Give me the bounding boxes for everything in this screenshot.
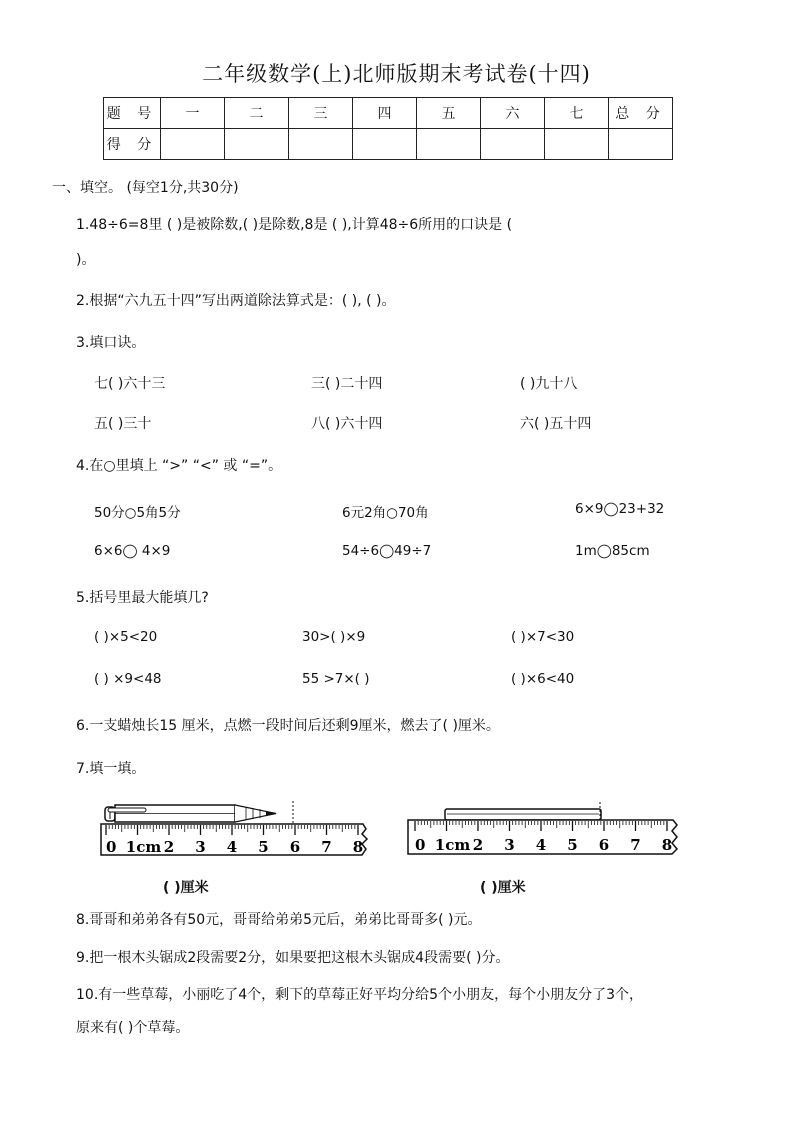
score-table-row-score [104,129,673,160]
col-header: 总 分 [609,98,673,129]
ruler-label: 3 [504,836,515,854]
q5-item: ( )×6<40 [511,671,575,687]
question-7-label: 7.填一填。 [76,761,146,777]
q3-item: 六( )五十四 [520,416,592,432]
ruler-label: 2 [163,838,175,856]
q4-item: 6×6◯ 4×9 [94,543,171,559]
question-2: 2.根据“六九五十四”写出两道除法算式是：( ), ( )。 [76,293,396,309]
ruler-label: 7 [321,838,332,856]
q3-item: 八( )六十四 [311,416,383,432]
col-header: 二 [225,98,289,129]
ruler-label: 5 [258,838,269,856]
question-6: 6.一支蜡烛长15 厘米，点燃一段时间后还剩9厘米，燃去了( )厘米。 [76,718,500,734]
ruler-label: 5 [567,836,578,854]
score-cell[interactable] [225,129,289,160]
ruler-label: 1cm [434,836,471,854]
score-table [103,97,673,160]
question-5-label: 5.括号里最大能填几? [76,590,209,606]
score-cell[interactable] [609,129,673,160]
q5-item: 30>( )×9 [302,629,366,645]
score-cell[interactable] [417,129,481,160]
ruler-label: 4 [226,838,238,856]
ruler-label: 8 [352,838,364,856]
question-10-line-1: 10.有一些草莓，小丽吃了4个，剩下的草莓正好平均分给5个小朋友，每个小朋友分了3个， [76,987,643,1003]
score-cell[interactable] [289,129,353,160]
col-header: 四 [353,98,417,129]
ruler-label: 0 [106,838,117,856]
q4-item: 50分○5角5分 [94,505,181,521]
q4-item: 6×9◯23+32 [575,501,665,517]
col-header: 一 [161,98,225,129]
question-3-label: 3.填口诀。 [76,335,146,351]
q4-item: 54÷6◯49÷7 [342,543,432,559]
q5-item: 55 >7×( ) [302,671,370,687]
ruler-label: 0 [415,836,426,854]
q3-item: 五( )三十 [94,416,152,432]
row-head: 题 号 [104,98,161,129]
q7-answer-left: ( )厘米 [163,880,209,896]
q4-item: 6元2角○70角 [342,505,429,521]
col-header: 三 [289,98,353,129]
score-cell[interactable] [353,129,417,160]
ruler-label: 7 [630,836,641,854]
score-cell[interactable] [161,129,225,160]
score-cell[interactable] [481,129,545,160]
ruler-label: 1cm [125,838,162,856]
ruler-label: 8 [661,836,673,854]
q5-item: ( )×5<20 [94,629,158,645]
ruler-label: 6 [289,838,301,856]
pencil-ruler-figure [98,798,378,862]
ruler-label: 4 [535,836,547,854]
question-10-line-2: 原来有( )个草莓。 [76,1020,190,1036]
question-1-line-1: 1.48÷6=8里 ( )是被除数,( )是除数,8是 ( ),计算48÷6所用的口诀是 ( [76,217,513,233]
section-heading: 一、填空。 (每空1分,共30分) [52,180,239,196]
exam-title: 二年级数学(上)北师版期末考试卷(十四) [202,62,591,86]
col-header: 五 [417,98,481,129]
q3-item: 三( )二十四 [311,376,383,392]
ruler [101,824,367,856]
q7-answer-right: ( )厘米 [480,880,526,896]
q3-item: 七( )六十三 [94,376,166,392]
col-header: 六 [481,98,545,129]
q5-item: ( ) ×9<48 [94,671,162,687]
ruler [408,820,677,854]
ruler-label: 2 [472,836,484,854]
pencil-icon [105,801,293,824]
ruler-label: 3 [195,838,206,856]
question-9: 9.把一根木头锯成2段需要2分，如果要把这根木头锯成4段需要( )分。 [76,950,510,966]
q5-item: ( )×7<30 [511,629,575,645]
row-head: 得 分 [104,129,161,160]
col-header: 七 [545,98,609,129]
question-1-line-2: )。 [76,252,96,268]
stick-ruler-figure [405,798,685,862]
question-8: 8.哥哥和弟弟各有50元，哥哥给弟弟5元后，弟弟比哥哥多( )元。 [76,912,482,928]
stick-icon [445,802,601,822]
q4-item: 1m◯85cm [575,543,650,559]
ruler-label: 6 [598,836,610,854]
question-4-label: 4.在○里填上 “>” “<” 或 “=”。 [76,458,283,474]
score-table-row-question [104,98,673,129]
score-cell[interactable] [545,129,609,160]
q3-item: ( )九十八 [520,376,578,392]
